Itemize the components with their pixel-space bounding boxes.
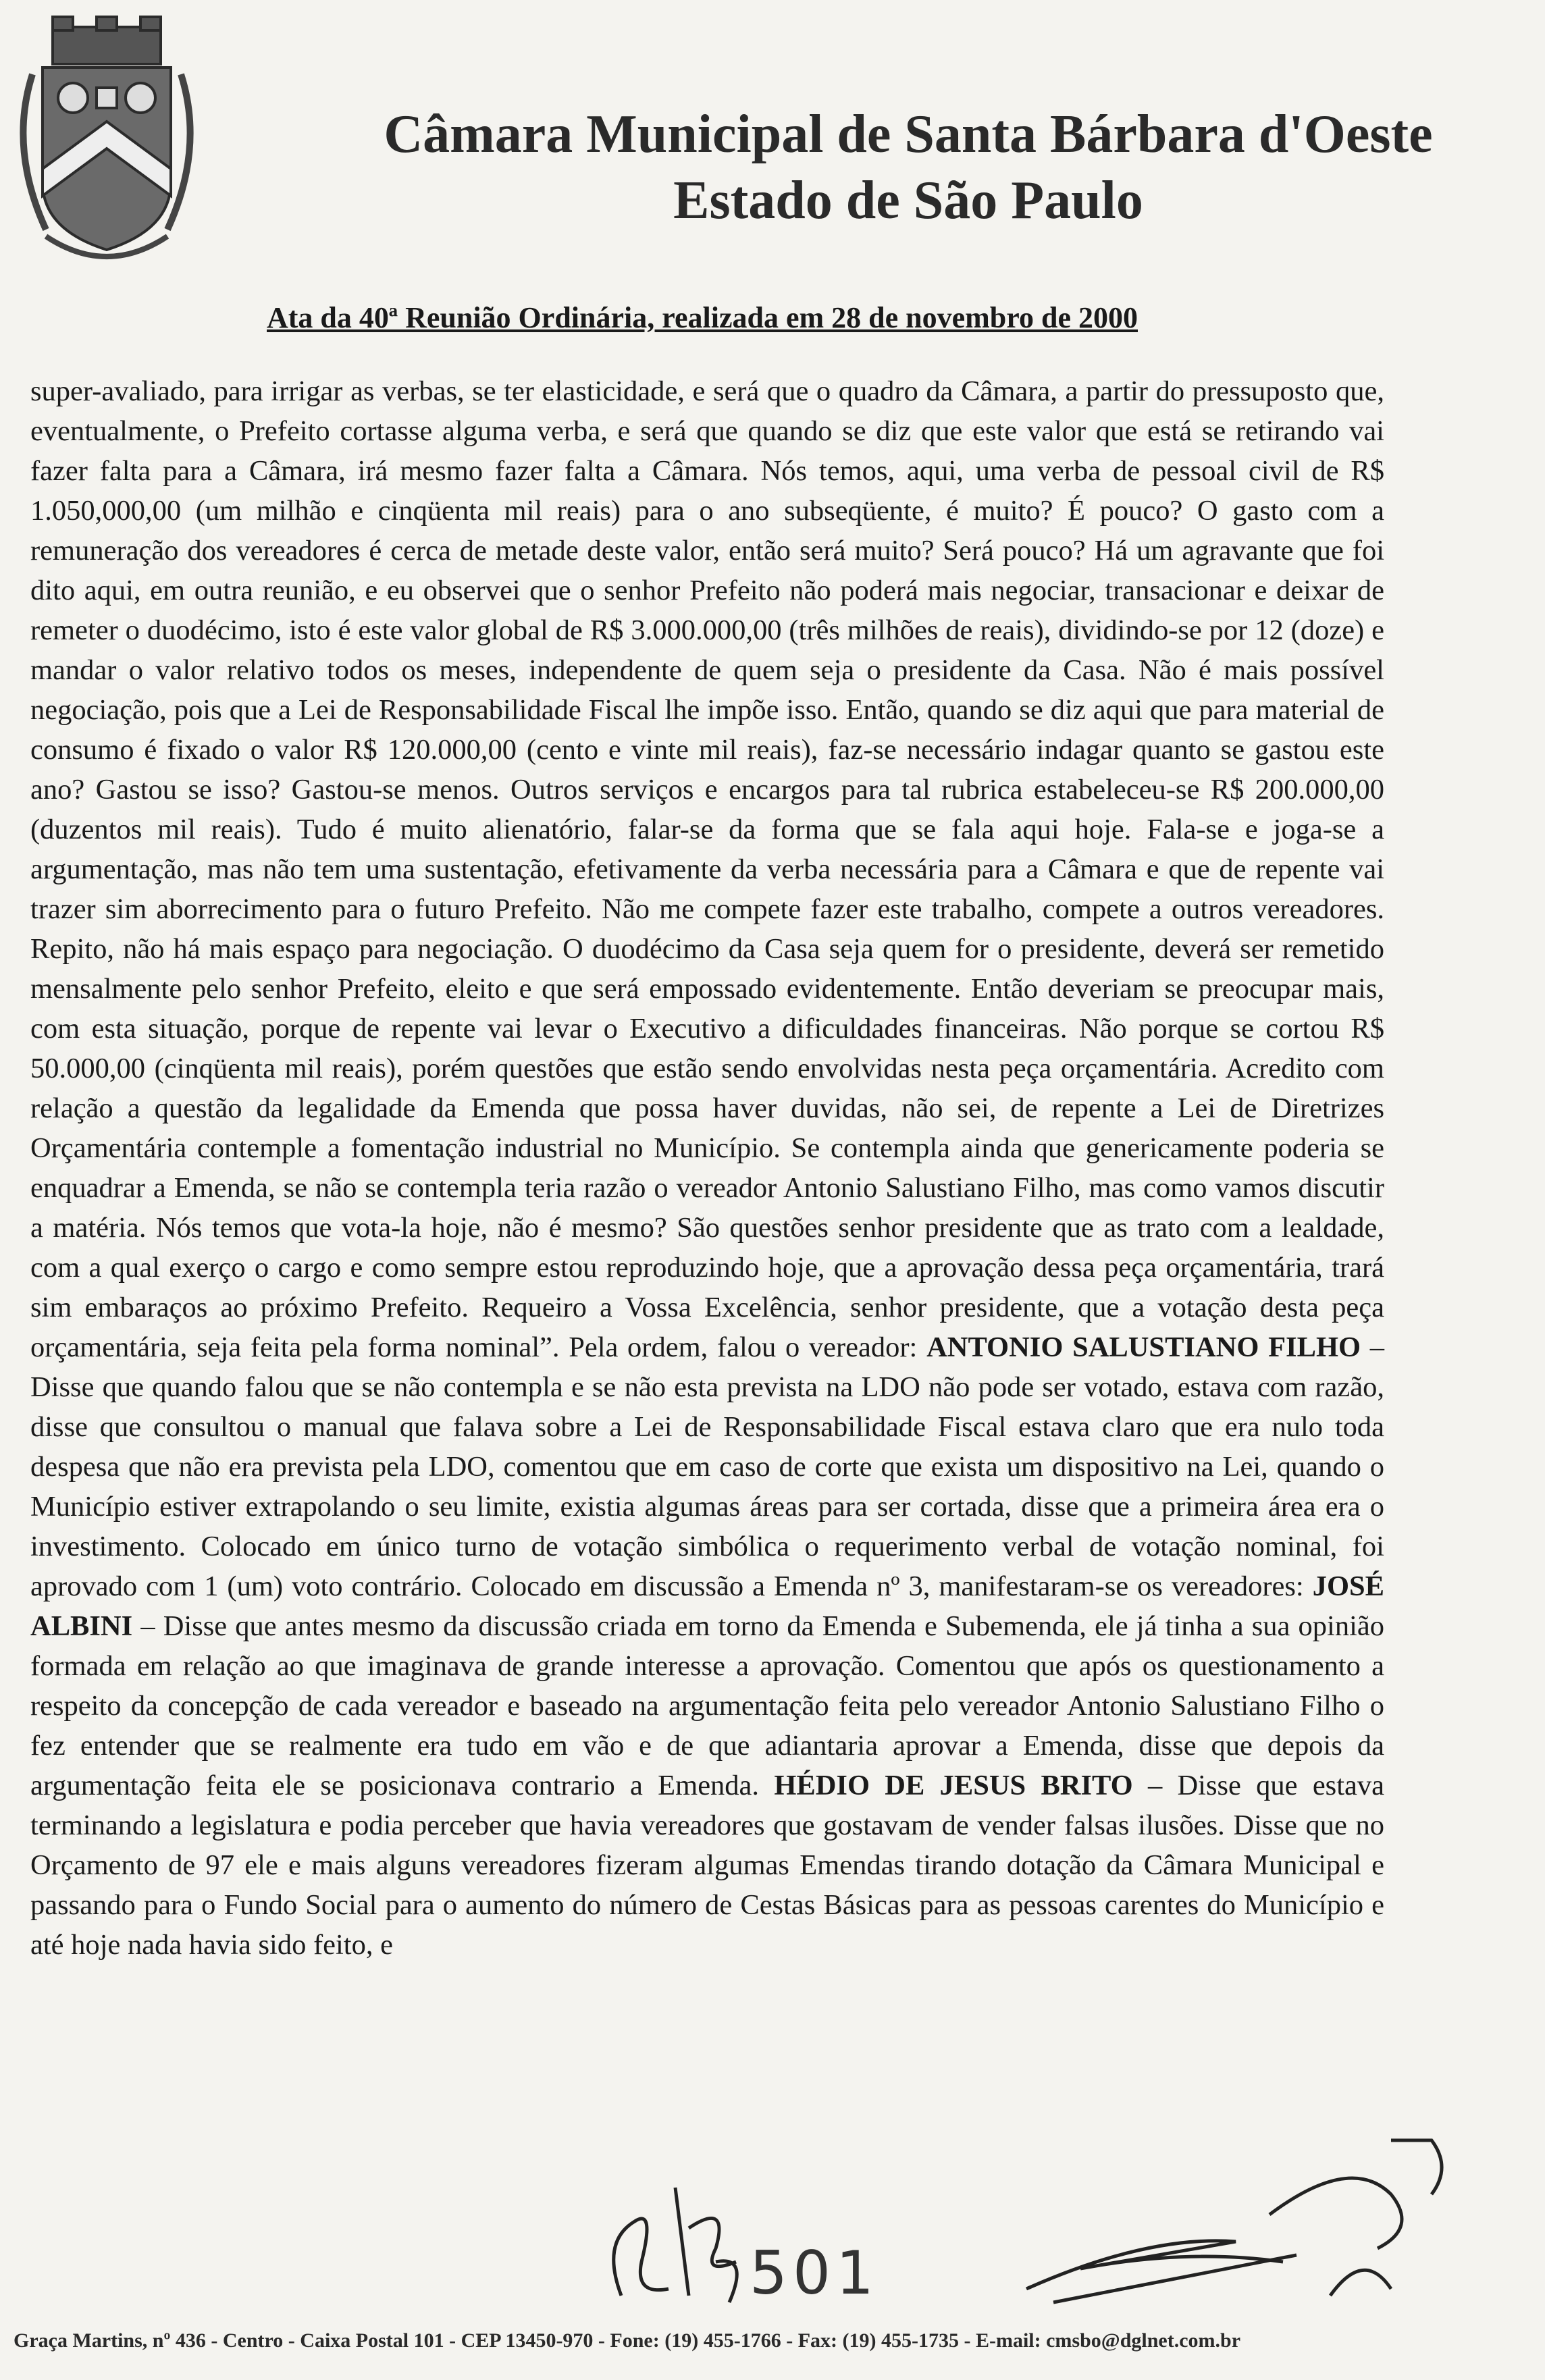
chamber-name: Câmara Municipal de Santa Bárbara d'Oeste: [384, 105, 1433, 164]
body-paragraph: super-avaliado, para irrigar as verbas, se ter elasticidade, e será que o quadro da Câmara, a partir do pressuposto que, eventualmente, o Prefeito cortasse alguma verba, e será que quando se diz que este valor que está se retirando vai fazer falta para a Câmara, irá mesmo fazer falta a Câmara. Nós temos, aqui, uma verba de pessoal civil de R$ 1.050,000,00 (um milhão e cinqüenta mil reais) para o ano subseqüente, é muito? É pouco? O gasto com a remuneração dos vereadores é cerca de metade deste valor, então será muito? Será pouco? Há um agravante que foi dito aqui, em outra reunião, e eu observei que o senhor Prefeito não poderá mais negociar, transacionar e deixar de remeter o duodécimo, isto é este valor global de R$ 3.000.000,00 (três milhões de reais), dividindo-se por 12 (doze) e mandar o valor relativo todos os meses, independente de quem seja o presidente da Casa. Não é mais possível negociação, pois que a Lei de Responsabilidade Fiscal lhe impõe isso. Então, quando se diz aqui que para material de consumo é fixado o valor R$ 120.000,00 (cento e vinte mil reais), faz-se necessário indagar quanto se gastou este ano? Gastou se isso? Gastou-se menos. Outros serviços e encargos para tal rubrica estabeleceu-se R$ 200.000,00 (duzentos mil reais). Tudo é muito alienatório, falar-se da forma que se fala aqui hoje. Fala-se e joga-se a argumentação, mas não tem uma sustentação, efetivamente da verba necessária para a Câmara e que de repente vai trazer sim aborrecimento para o futuro Prefeito. Não me compete fazer este trabalho, compete a outros vereadores. Repito, não há mais espaço para negociação. O duodécimo da Casa seja quem for o presidente, deverá ser remetido mensalmente pelo senhor Prefeito, eleito e que será empossado evidentemente. Então deveriam se preocupar mais, com esta situação, porque de repente vai levar o Executivo a dificuldades financeiras. Não porque se cortou R$ 50.000,00 (cinqüenta mil reais), porém questões que estão sendo envolvidas nesta peça orçamentária. Acredito com relação a questão da legalidade da Emenda que possa haver duvidas, não sei, de repente a Lei de Diretrizes Orçamentária contemple a fomentação industrial no Município. Se contempla ainda que genericamente poderia se enquadrar a Emenda, se não se contempla teria razão o vereador Antonio Salustiano Filho, mas como vamos discutir a matéria. Nós temos que vota-la hoje, não é mesmo? São questões senhor presidente que as trato com a lealdade, com a qual exerço o cargo e como sempre estou reproduzindo hoje, que a aprovação dessa peça orçamentária, trará sim embaraços ao próximo Prefeito. Requeiro a Vossa Excelência, senhor presidente, que a votação desta peça orçamentária, seja feita pela forma nominal”. Pela ordem, falou o vereador:: [30, 375, 1384, 1363]
speaker-name: JOSÉ ALBINI: [30, 1570, 1384, 1642]
body-paragraph: – Disse que quando falou que se não contempla e se não esta prevista na LDO não pode ser votado, estava com razão, disse que consultou o manual que falava sobre a Lei de Responsabilidade Fiscal estava claro que era nulo toda despesa que não era prevista pela LDO, comentou que em caso de corte que exista um dispositivo na Lei, quando o Município estiver extrapolando o seu limite, existia algumas áreas para ser cortada, disse que a primeira área era o investimento. Colocado em único turno de votação simbólica o requerimento verbal de votação nominal, foi aprovado com 1 (um) voto contrário. Colocado em discussão a Emenda nº 3, manifestaram-se os vereadores:: [30, 1331, 1385, 1602]
chamber-title: [351, 101, 1465, 234]
speaker-name: ANTONIO SALUSTIANO FILHO: [926, 1331, 1361, 1363]
state-name: Estado de São Paulo: [673, 171, 1143, 230]
page-number: 501: [750, 2238, 879, 2308]
handwritten-signature: [1013, 2113, 1459, 2316]
footer-address: Graça Martins, nº 436 - Centro - Caixa Postal 101 - CEP 13450-970 - Fone: (19) 455-1766 - Fax: (19) 455-1735 - E-mail: cmsbo@dglnet.com.br: [14, 2329, 1241, 2352]
body-paragraph: – Disse que antes mesmo da discussão criada em torno da Emenda e Subemenda, ele já tinha a sua opinião formada em relação ao que imaginava de grande interesse a aprovação. Comentou que após os questionamento a respeito da concepção de cada vereador e baseado na argumentação feita pelo vereador Antonio Salustiano Filho o fez entender que se realmente era tudo em vão e de que adiantaria aprovar a Emenda, disse que depois da argumentação feita ele se posicionava contrario a Emenda.: [30, 1610, 1384, 1801]
municipal-coat-of-arms-icon: [5, 14, 208, 270]
body-paragraph: – Disse que estava terminando a legislatura e podia perceber que havia vereadores que gostavam de vender falsas ilusões. Disse que no Orçamento de 97 ele e mais alguns vereadores fizeram algumas Emendas tirando dotação da Câmara Municipal e passando para o Fundo Social para o aumento do número de Cestas Básicas para as pessoas carentes do Município e até hoje nada havia sido feito, e: [30, 1770, 1385, 1961]
minutes-heading: Ata da 40ª Reunião Ordinária, realizada em 28 de novembro de 2000: [267, 301, 1138, 334]
speaker-name: HÉDIO DE JESUS BRITO: [774, 1770, 1133, 1801]
minutes-body: [30, 371, 1384, 1965]
